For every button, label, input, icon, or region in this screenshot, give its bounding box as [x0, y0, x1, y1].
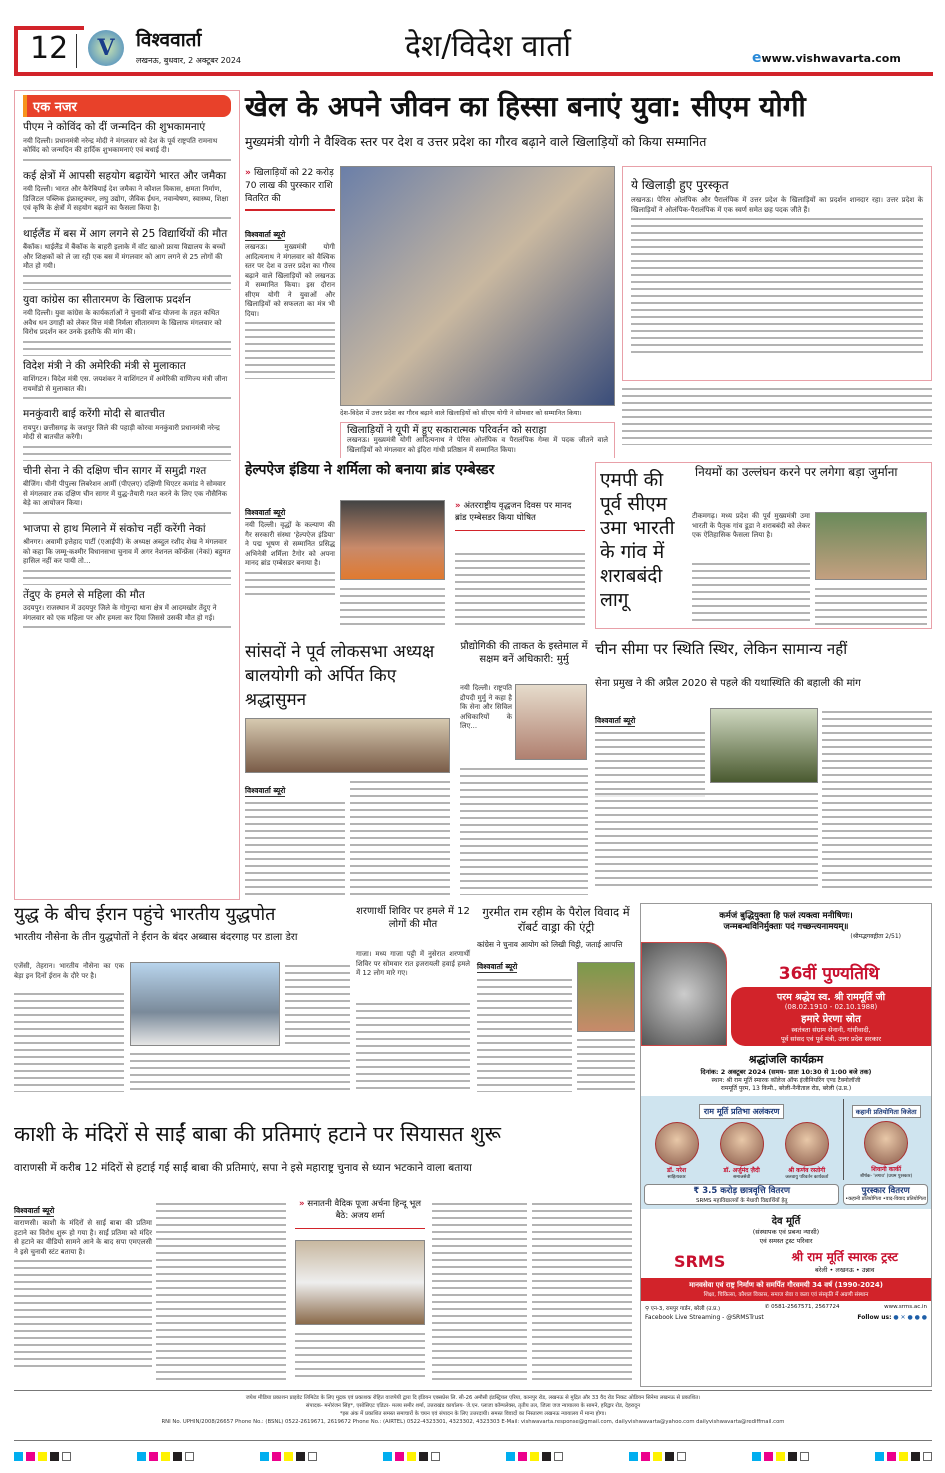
registration-mark: [14, 1452, 71, 1461]
sidebar-news-item: [23, 524, 231, 585]
sidebar-news-item: [23, 409, 231, 461]
paper-name: विश्ववार्ता: [136, 29, 202, 51]
logo-icon: V: [88, 30, 124, 66]
iran-subhead: भारतीय नौसेना के तीन युद्धपोतों ने ईरान के बंदर अब्बास बंदरगाह पर डाला डेरा: [14, 932, 298, 943]
sidebar-news-item: [23, 229, 231, 290]
china-headline: चीन सीमा पर स्थिति स्थिर, लेकिन सामान्य नहीं: [595, 640, 848, 658]
sidebar-item-headline: तेंदुए के हमले से महिला की मौत: [23, 588, 145, 601]
lead-headline: खेल के अपने जीवन का हिस्सा बनाएं युवा: सीएम योगी: [245, 90, 806, 123]
sidebar-item-text: नयी दिल्ली। भारत और कैरेबियाई देश जमैका ने कौशल विकास, क्षमता निर्माण, डिजिटल पब्लिक इंफ्रास्ट्रक्चर, लघु उद्योग, जैविक ईंधन, नवान्वेषण, स्वास्थ्य, शिक्षा एवं कृषि के क्षेत्रों में सहयोग बढ़ाने का फैसला किया है।: [23, 185, 229, 213]
balyogi-photo: [245, 718, 450, 773]
section-title: देश/विदेश वार्ता: [405, 29, 572, 64]
lead-photo: [340, 166, 615, 406]
sidebar-item-headline: चीनी सेना ने की दक्षिण चीन सागर में समुद्री गश्त: [23, 464, 207, 477]
awardee: डॉ. अर्जुमंद ज़ैदी समाजसेवी: [720, 1122, 764, 1180]
ram-rahim-photo: [577, 962, 635, 1032]
sidebar-item-text: नयी दिल्ली। युवा कांग्रेस के कार्यकर्ताओं ने चुनावी बॉन्ड योजना के तहत कथित अवैध धन उगाही को लेकर वित्त मंत्री निर्मला सीतारमण के खिलाफ मंगलवार को विरोध प्रदर्शन कर उनके इस्तीफे की मांग की।: [23, 309, 222, 337]
page-number: 12: [30, 31, 69, 66]
sidebar-item-headline: विदेश मंत्री ने की अमेरिकी मंत्री से मुलाकात: [23, 359, 186, 372]
imprint: जयेश मीडिया प्रकाशन प्राइवेट लिमिटेड के लिए मुद्रक एवं प्रकाशक रोहित वाजपेयी द्वारा दि इंडियन एक्सप्रेस लि. सी-26 अमौसी इंडस्ट्रियल एरिया, कानपुर रोड, लखनऊ से मुद्रित और 33 वैद रोड निकट ओडियन सिनेमा लखनऊ से प्रकाशित। संपादक- मनोरंजन सिंह*, एसोसिएट एडिटर- मलय समीर शर्मा, उत्तराखंड कार्यालय- जे.एन. प्लाजा कॉम्पलेक्स, तृतीय तल, जिला जज न्यायालय के सामने, हरिद्वार रोड, देहरादून *इस अंक में प्रकाशित समस्त समाचारों के चयन एवं संपादन के लिए उत्तरदायी। समस्त विवादों का निस्तारण लखनऊ न्यायालय में मान्य होगा। RNI No. UPHIN/2008/26657 Phone No.: (BSNL) 0522-2619671, 2619672 Phone No.: (AIRTEL) 0522-4323301, 4323302, 4323303 E-Mail: vishwavarta.response@gmail.com, dailyvishwavarta@yahoo.com dailyvishwavarta@rediffmail.com: [161, 1395, 785, 1425]
registration-mark: [506, 1452, 563, 1461]
sidebar-item-text: श्रीनगर। अवामी इत्तेहाद पार्टी (एआईपी) के अध्यक्ष अब्दुल रशीद शेख ने मंगलवार को कहा कि जम्मू-कश्मीर विधानसभा चुनाव में अगर नेशनल कॉन्फ्रेंस (नेकां) बहुमत हासिल नहीं कर पायी तो...: [23, 538, 231, 566]
sidebar-item-text: रायपुर। छत्तीसगढ़ के जशपुर जिले की पहाड़ी कोरवा मनकुंवारी प्रधानमंत्री नरेन्द्र मोदी से बातचीत करेंगी।: [23, 423, 220, 442]
sidebar-item-text: बीजिंग। चीनी पीपुल्स लिबरेशन आर्मी (पीएलए) दक्षिणी थिएटर कमांड ने सोमवार से मंगलवार तक दक्षिण चीन सागर में युद्ध-तैयारी गश्त करने के लिए एक नौसैनिक बेड़े का आयोजन किया।: [23, 480, 228, 508]
registration-mark: [752, 1452, 809, 1461]
gaza-headline: शरणार्थी शिविर पर हमले में 12 लोगों की मौत: [356, 906, 470, 930]
sidebar-item-headline: युवा कांग्रेस का सीतारमण के खिलाफ प्रदर्शन: [23, 293, 191, 306]
balyogi-headline: सांसदों ने पूर्व लोकसभा अध्यक्ष बालयोगी को अर्पित किए श्रद्धासुमन: [245, 642, 435, 710]
sidebar-news-item: [23, 171, 231, 224]
helpage-pullquote: » अंतरराष्ट्रीय वृद्धजन दिवस पर मानद ब्रांड एम्बेसडर किया घोषित: [455, 500, 585, 531]
sidebar-news-item: [23, 590, 231, 634]
sidebar-item-text: वाशिंगटन। विदेश मंत्री एस. जयशंकर ने वाशिंगटन में अमेरिकी वाणिज्य मंत्री जीना रायमोंडो से मुलाकात की।: [23, 375, 228, 393]
location-icon: ⚲ एन-3, रामपुर गार्डन, बरेली (उ.प्र.): [645, 1306, 721, 1312]
color-registration-marks: [14, 1452, 932, 1461]
lead-caption: देश-विदेश में उत्तर प्रदेश का गौरव बढ़ाने वाले खिलाड़ियों को सीएम योगी ने सोमवार को सम्मानित किया।: [340, 409, 582, 417]
warship-photo: [130, 962, 280, 1046]
awardee-photo: [655, 1122, 699, 1166]
social-icons: ● ✕ ● ● ●: [893, 1314, 927, 1321]
sidebar-news-item: [23, 295, 231, 356]
registration-mark: [629, 1452, 686, 1461]
gurmeet-headline: गुरमीत राम रहीम के पैरोल विवाद में रॉबर्ट वाड्रा की एंट्री: [482, 905, 630, 934]
sidebar-ek-nazar: [14, 90, 240, 900]
murmu-headline: प्रौद्योगिकी की ताकत के इस्तेमाल में सक्षम बनें अधिकारी: मुर्मु: [460, 641, 588, 665]
registration-mark: [137, 1452, 194, 1461]
sidebar-item-text: नयी दिल्ली। प्रधानमंत्री नरेन्द्र मोदी ने मंगलवार को देश के पूर्व राष्ट्रपति रामनाथ कोविंद को जन्मदिन की हार्दिक शुभकामनाएं एवं बधाई दी।: [23, 136, 218, 155]
sidebar-item-text: उदयपुर। राजस्थान में उदयपुर जिले के गोगुन्दा थाना क्षेत्र में आदमखोर तेंदुए ने मंगलवार को एक महिला पर और हमला कर दिया जिससे उसकी मौत हो गई।: [23, 604, 217, 622]
registration-mark: [875, 1452, 932, 1461]
srms-advertisement: कर्मजं बुद्धियुक्ता हि फलं त्यक्त्वा मनीषिणः। जन्मबन्धविनिर्मुक्ताः पदं गच्छन्त्यनामयम्॥ (श्रीमद्भगवद्गीता 2/51) 36वीं पुण्यतिथि परम श्रद्धेय स्व. श्री राममूर्ति जी (08.02.1910 - 02.10.1988) हमारे प्रेरणा स्रोत स्वतंत्रता संग्राम सेनानी, गांधीवादी, पूर्व सांसद एवं पूर्व मंत्री, उत्तर प्रदेश सरकार श्रद्धांजलि कार्यक्रम दिनांक: 2 अक्टूबर 2024 (समय- प्रातः 10:30 से 1:00 बजे तक) स्थान: श्री राम मूर्ति स्मारक कॉलेज ऑफ इंजीनियरिंग एण्ड टैक्नोलॉजी राममूर्ति पुरम, 13 किमी., बरेली-नैनीताल रोड, बरेली (उ.प्र.) राम मूर्ति प्रतिभा अलंकरण डॉ. नरेश साहित्यकार डॉ. अर्जुमंद ज़ैदी समाजसेवी श्री कर्णव रस्तोगी जलवायु परिवर्तन कार्यकर्ता कहानी प्रतियोगिता विजेता शिवानी कार्की शीर्षक- 'लगाव' (प्रथम पुरस्कार) ₹ 3.5 करोड़ छात्रवृत्ति वितरण SRMS महाविद्यालयों के मेधावी विद्यार्थियों हेतु पुरस्कार वितरण •कहानी प्रतियोगिता •वाद-विवाद प्रतियोगिता देव मूर्ति (संस्थापक एवं प्रबन्ध न्यासी) एवं समस्त ट्रस्ट परिवार SRMS श्री राम मूर्ति स्मारक ट्रस्ट बरेली • लखनऊ • उन्नाव मानवसेवा एवं राष्ट्र निर्माण को समर्पित गौरवमयी 34 वर्ष (1990-2024) शिक्षा, चिकित्सा, कौशल विकास, समाज सेवा व कला एवं संस्कृति में अग्रणी संस्थान ⚲ एन-3, रामपुर गार्डन, बरेली (उ.प्र.) ✆ 0581-2567571, 2567724 www.srms.ac.in Facebook Live Streaming - @SRMSTrust Follow us: ● ✕ ● ● ●: [640, 903, 932, 1387]
phone-icon: ✆ 0581-2567571, 2567724: [764, 1304, 840, 1310]
kashi-pullquote: » सनातनी वैदिक पूजा अर्चना हिन्दू भूल बैठे: अजय शर्मा: [295, 1198, 425, 1229]
awardee: डॉ. नरेश साहित्यकार: [655, 1122, 699, 1180]
mp-headline: एमपी की पूर्व सीएम उमा भारती के गांव में शराबबंदी लागू: [600, 469, 675, 611]
dateline: लखनऊ, बुधवार, 2 अक्टूबर 2024: [136, 56, 242, 65]
awardee-photo: [785, 1122, 829, 1166]
lead-subhead: मुख्यमंत्री योगी ने वैश्विक स्तर पर देश व उत्तर प्रदेश का गौरव बढ़ाने वाले खिलाड़ियों को किया सम्मानित: [245, 134, 707, 149]
sidebar-item-text: बैंकॉक। थाईलैंड में बैंकॉक के बाहरी इलाके में वॉट खाओ फ्राया विद्यालय के बच्चों और शिक्षकों को ले जा रही एक बस में मंगलवार को आग लगने से 25 लोगों की मौत हो गयी।: [23, 243, 226, 271]
awardee-photo: [720, 1122, 764, 1166]
sidebar-news-item: [23, 466, 231, 519]
sidebar-item-headline: भाजपा से हाथ मिलाने में संकोच नहीं करेंगी नेकां: [23, 522, 206, 535]
sidebar-item-headline: पीएम ने कोविंद को दीं जन्मदिन की शुभकामनाएं: [23, 121, 206, 133]
sidebar-title: एक नजर: [23, 95, 231, 117]
portrait-photo: [641, 942, 727, 1046]
awardee-photo: [864, 1121, 908, 1165]
lead-pullquote: » खिलाड़ियों को 22 करोड़ 70 लाख की पुरस्कार राशि वितरित की: [245, 167, 335, 211]
registration-mark: [260, 1452, 317, 1461]
china-subhead: सेना प्रमुख ने की अप्रैल 2020 से पहले की यथास्थिति की बहाली की मांग: [595, 678, 861, 689]
ie-icon: e: [752, 50, 762, 66]
mp-subhead: नियमों का उल्लंघन करने पर लगेगा बड़ा जुर्माना: [695, 465, 898, 479]
awardee: शिवानी कार्की शीर्षक- 'लगाव' (प्रथम पुरस्कार): [860, 1121, 912, 1179]
awardees-box: ये खिलाड़ी हुए पुरस्कृत लखनऊ। पेरिस ओलंपिक और पैरालंपिक में उत्तर प्रदेश के खिलाड़ियों का प्रदर्शन शानदार रहा। उत्तर प्रदेश के खिलाड़ियों ने ओलंपिक-पैरालंपिक में एक स्वर्ण समेत छह पदक जीते हैं।: [622, 166, 932, 381]
website-link[interactable]: ewww.vishwavarta.com: [752, 50, 901, 66]
sidebar-news-item: [23, 122, 231, 166]
side-story-box: खिलाड़ियों ने यूपी में हुए सकारात्मक परिवर्तन को सराहा लखनऊ। मुख्यमंत्री योगी आदित्यनाथ ने पेरिस ओलंपिक व पैरालंपिक गेम्स में पदक जीतने वाले खिलाड़ियों को मंगलवार को इंदिरा गांधी प्रतिष्ठान में सम्मानित किया।: [340, 422, 615, 458]
web-link[interactable]: www.srms.ac.in: [884, 1304, 927, 1310]
sidebar-item-headline: थाईलैंड में बस में आग लगने से 25 विद्यार्थियों की मौत: [23, 227, 228, 240]
murmu-photo: [515, 684, 587, 760]
srms-logo: SRMS: [674, 1251, 726, 1271]
kashi-headline: काशी के मंदिरों से साईं बाबा की प्रतिमाएं हटाने पर सियासत शुरू: [14, 1122, 501, 1146]
sai-idol-photo: [295, 1240, 425, 1325]
byline: विश्ववार्ता ब्यूरो: [245, 230, 286, 239]
helpage-headline: हेल्पऐज इंडिया ने शर्मिला को बनाया ब्रांड एम्बेस्डर: [245, 462, 495, 478]
army-chief-photo: [710, 708, 818, 783]
sidebar-news-item: [23, 361, 231, 405]
sidebar-item-headline: मनकुंवारी बाई करेंगी मोदी से बातचीत: [23, 408, 165, 421]
iran-headline: युद्ध के बीच ईरान पहुंचे भारतीय युद्धपोत: [14, 904, 276, 925]
lead-text: लखनऊ। मुख्यमंत्री योगी आदित्यनाथ ने मंगलवार को वैश्विक स्तर पर देश व उत्तर प्रदेश का गौरव बढ़ाने वाले खिलाड़ियों को लखनऊ में सम्मानित किया। इस दौरान सीएम योगी ने युवाओं और खिलाड़ियों को सफलता का मंत्र भी दिया।: [245, 243, 335, 318]
awardee: श्री कर्णव रस्तोगी जलवायु परिवर्तन कार्यकर्ता: [785, 1122, 829, 1180]
kashi-subhead: वाराणसी में करीब 12 मंदिरों से हटाई गई साईं बाबा की प्रतिमाएं, सपा ने इसे महाराष्ट्र चुनाव से ध्यान भटकाने वाला बताया: [14, 1162, 472, 1174]
sidebar-item-headline: कई क्षेत्रों में आपसी सहयोग बढ़ायेंगे भारत और जमैका: [23, 169, 227, 182]
sharmila-photo: [340, 500, 445, 580]
crowd-photo: [815, 512, 927, 580]
registration-mark: [383, 1452, 440, 1461]
